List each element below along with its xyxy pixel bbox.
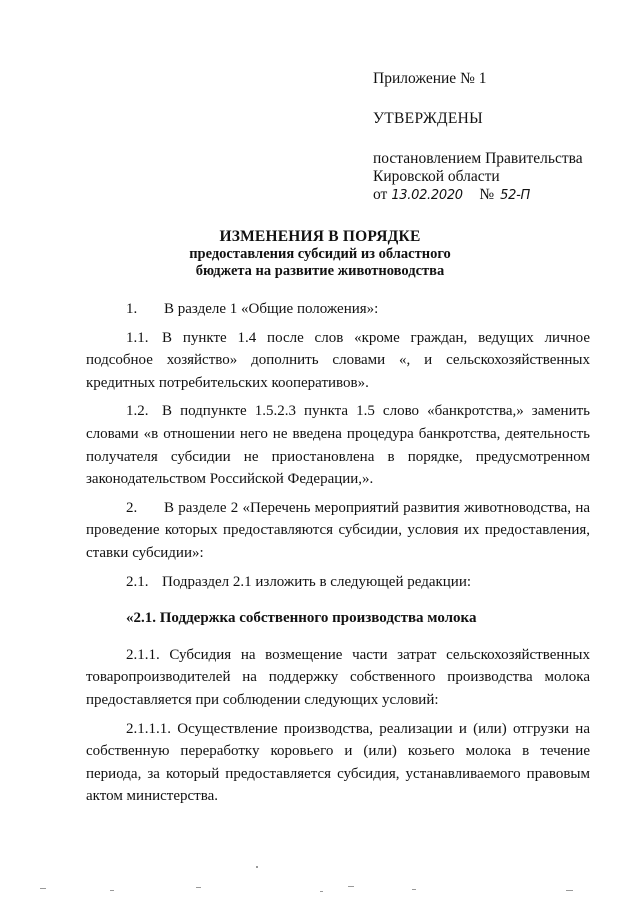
paragraph-2-1 (86, 571, 590, 594)
paragraph-1-2 (86, 400, 590, 490)
paragraph-number: 1.2. (126, 403, 149, 420)
document-body (86, 298, 590, 808)
scan-noise (0, 860, 640, 900)
paragraph-2 (86, 497, 590, 565)
paragraph-text: В разделе 1 «Общие положения»: (164, 301, 379, 317)
approval-block (373, 70, 583, 205)
document-title (100, 228, 540, 280)
from-label: от (373, 186, 388, 203)
title-line-3: бюджета на развитие животноводства (195, 263, 445, 279)
appendix-label: Приложение № 1 (373, 70, 487, 87)
approved-by-line1: постановлением Правительства (373, 150, 583, 167)
title-line-1: ИЗМЕНЕНИЯ В ПОРЯДКЕ (219, 228, 421, 245)
paragraph-text: В пункте 1.4 после слов «кроме граждан, ведущих личное подсобное хозяйство» дополнить словами «, и сельскохозяйственных кредитных потребительских кооперативов». (86, 329, 590, 391)
number-sign: № (479, 186, 495, 203)
paragraph-number: 1. (126, 301, 138, 317)
handwritten-number: 52-П (500, 188, 530, 203)
paragraph-2-1-1: 2.1.1. Субсидия на возмещение части затрат сельскохозяйственных товаропроизводителей на поддержку собственного производства молока предоставляется при соблюдении следующих условий: (86, 646, 590, 708)
paragraph-2-1-1-1: 2.1.1.1. Осуществление производства, реализации и (или) отгрузки на собственную переработку коровьего и (или) козьего молока в течение периода, за который предоставляется субсидия, устанавливаемого правовым актом министерства. (86, 720, 590, 805)
decree-date-number (373, 186, 583, 205)
paragraph-number: 1.1. (126, 329, 149, 346)
paragraph-text: В разделе 2 «Перечень мероприятий развития животноводства, на проведение которых предоставляются субсидии, условия их предоставления, ставки субсидии»: (86, 499, 590, 561)
handwritten-date: 13.02.2020 (391, 188, 463, 203)
title-line-2: предоставления субсидий из областного (189, 246, 451, 262)
approved-label: УТВЕРЖДЕНЫ (373, 110, 483, 127)
paragraph-1 (86, 298, 590, 321)
paragraph-text: Подраздел 2.1 изложить в следующей редакции: (162, 573, 472, 590)
paragraph-number: 2. (126, 499, 138, 516)
approved-by-line2: Кировской области (373, 168, 500, 185)
paragraph-text: В подпункте 1.5.2.3 пункта 1.5 слово «банкротства,» заменить словами «в отношении него не введена процедура банкротства, деятельность получателя субсидии не приостановлена в порядке, предусмотренном законодательством Российской Федерации,». (86, 403, 590, 488)
subsection-heading: «2.1. Поддержка собственного производства молока (126, 610, 477, 627)
paragraph-number: 2.1. (126, 573, 149, 590)
paragraph-1-1 (86, 327, 590, 395)
